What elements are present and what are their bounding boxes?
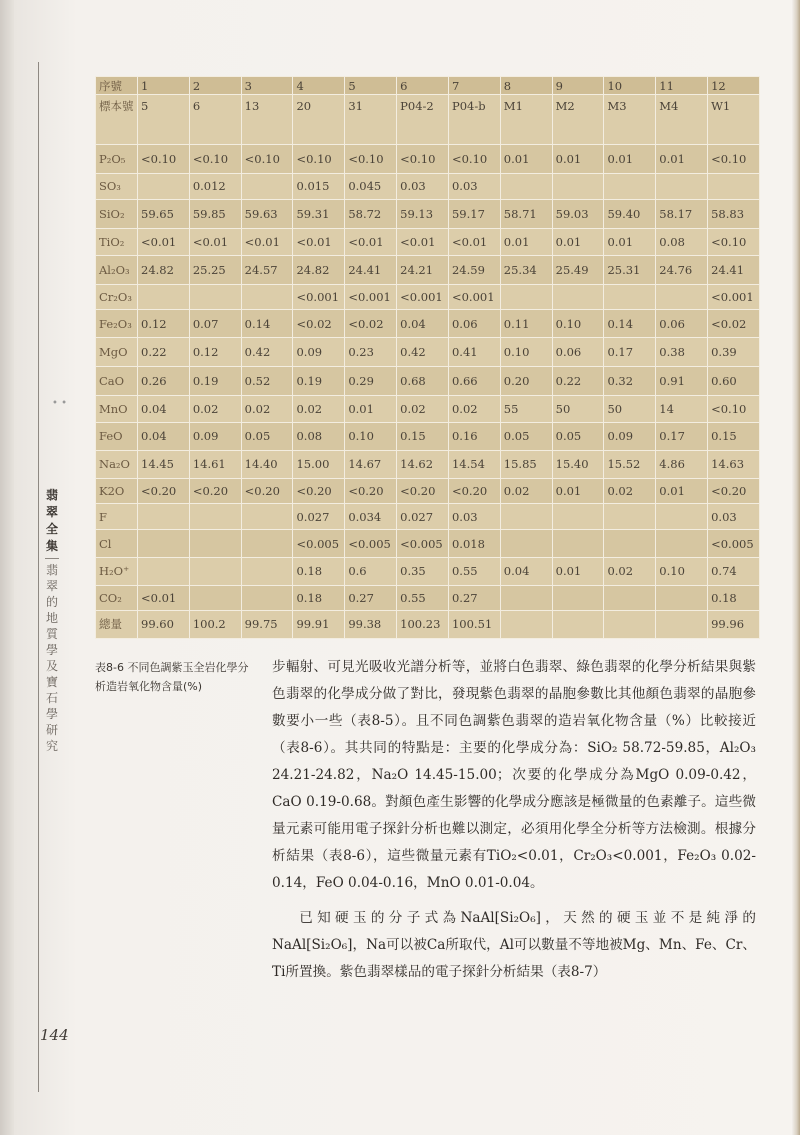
table-cell: <0.001 [397, 285, 449, 310]
table-row [96, 395, 760, 422]
table-cell [241, 530, 293, 558]
table-cell: 100.23 [397, 610, 449, 638]
table-cell [500, 585, 552, 610]
row-label: Na₂O [96, 450, 138, 478]
table-cell: <0.10 [708, 145, 760, 173]
table-cell [138, 173, 190, 199]
table-cell: 0.12 [189, 338, 241, 367]
table-cell: 0.04 [138, 395, 190, 422]
table-cell: 0.22 [138, 338, 190, 367]
row-label: Al₂O₃ [96, 255, 138, 284]
row-label: MnO [96, 395, 138, 422]
table-cell: 2 [189, 77, 241, 95]
table-cell: 0.55 [397, 585, 449, 610]
table-cell: 0.42 [241, 338, 293, 367]
table-cell: 0.02 [604, 558, 656, 585]
table-cell: 0.17 [604, 338, 656, 367]
table-cell: 8 [500, 77, 552, 95]
table-cell: M3 [604, 95, 656, 145]
table-cell: 0.01 [500, 228, 552, 255]
table-cell [656, 173, 708, 199]
table-cell: 0.10 [552, 310, 604, 338]
table-cell: <0.20 [241, 479, 293, 504]
table-cell: 0.01 [656, 479, 708, 504]
table-cell: <0.005 [293, 530, 345, 558]
table-cell: 0.14 [241, 310, 293, 338]
table-cell: 0.02 [500, 479, 552, 504]
table-cell: 9 [552, 77, 604, 95]
table-cell: 5 [138, 95, 190, 145]
row-label: P₂O₅ [96, 145, 138, 173]
table-cell: 24.82 [138, 255, 190, 284]
table-row [96, 338, 760, 367]
table-cell: <0.20 [293, 479, 345, 504]
table-cell: 100.2 [189, 610, 241, 638]
table-cell [552, 610, 604, 638]
body-paragraph: 步輻射、可見光吸收光譜分析等，並將白色翡翠、綠色翡翠的化學分析結果與紫色翡翠的化學成分做了對比，發現紫色翡翠的晶胞參數比其他顏色翡翠的晶胞參數要小一些（表8-5）。且不同色調紫色翡翠的造岩氧化物含量（%）比較接近（表8-6）。其共同的特點是：主要的化學成分為：SiO₂ 58.72-59.85，Al₂O₃ 24.21-24.82，Na₂O 14.45-15.00；次要的化學成分為MgO 0.09-0.42，CaO 0.19-0.68。對顏色產生影響的化學成分應該是極微量的色素離子。這些微量元素可能用電子探針分析也難以測定，必須用化學全分析等方法檢測。根據分析結果（表8-6），這些微量元素有TiO₂<0.01，Cr₂O₃<0.001，Fe₂O₃ 0.02-0.14，FeO 0.04-0.16，MnO 0.01-0.04。 [272, 659, 756, 891]
table-row [96, 504, 760, 530]
table-cell: 5 [345, 77, 397, 95]
row-label: SO₃ [96, 173, 138, 199]
table-cell [138, 558, 190, 585]
table-cell: <0.10 [708, 228, 760, 255]
table-cell [552, 530, 604, 558]
table-cell: 14.62 [397, 450, 449, 478]
table-row [96, 199, 760, 228]
table-cell: M1 [500, 95, 552, 145]
table-cell: W1 [708, 95, 760, 145]
table-cell: 58.72 [345, 199, 397, 228]
table-cell: 0.12 [138, 310, 190, 338]
table-cell: 24.41 [708, 255, 760, 284]
table-cell: 0.35 [397, 558, 449, 585]
row-label: SiO₂ [96, 199, 138, 228]
table-cell: 0.027 [397, 504, 449, 530]
table-cell: 0.04 [500, 558, 552, 585]
table-cell: <0.01 [189, 228, 241, 255]
row-label: FeO [96, 422, 138, 450]
table-cell [138, 530, 190, 558]
table-cell [241, 173, 293, 199]
table-cell [604, 285, 656, 310]
table-cell: 20 [293, 95, 345, 145]
table-row [96, 558, 760, 585]
table-cell: <0.01 [138, 585, 190, 610]
table-cell: 59.31 [293, 199, 345, 228]
table-caption: 表8-6 不同色調紫玉全岩化學分析造岩氧化物含量(%) [95, 661, 249, 693]
table-row [96, 610, 760, 638]
table-cell: 99.91 [293, 610, 345, 638]
table-cell: 0.03 [448, 173, 500, 199]
table-cell: 4 [293, 77, 345, 95]
table-cell [189, 585, 241, 610]
table-cell: 25.49 [552, 255, 604, 284]
table-cell: 0.32 [604, 367, 656, 395]
table-cell: <0.10 [345, 145, 397, 173]
table-cell: 59.03 [552, 199, 604, 228]
table-cell: 0.01 [656, 145, 708, 173]
table-cell [241, 585, 293, 610]
table-cell: 0.03 [397, 173, 449, 199]
table-cell: <0.10 [241, 145, 293, 173]
table-cell: <0.20 [138, 479, 190, 504]
table-cell: 7 [448, 77, 500, 95]
table-cell: <0.01 [138, 228, 190, 255]
table-row [96, 585, 760, 610]
table-cell: 99.60 [138, 610, 190, 638]
table-cell: 0.06 [656, 310, 708, 338]
table-cell [656, 530, 708, 558]
table-cell: 0.01 [345, 395, 397, 422]
table-cell: <0.001 [708, 285, 760, 310]
table-cell: 24.76 [656, 255, 708, 284]
row-label: K2O [96, 479, 138, 504]
table-cell: 0.012 [189, 173, 241, 199]
table-cell [138, 285, 190, 310]
table-cell: 0.91 [656, 367, 708, 395]
row-label: Cr₂O₃ [96, 285, 138, 310]
table-cell: 0.17 [656, 422, 708, 450]
table-cell: 99.96 [708, 610, 760, 638]
table-cell: 14.67 [345, 450, 397, 478]
table-cell: 0.23 [345, 338, 397, 367]
table-cell: <0.20 [448, 479, 500, 504]
table-cell: 50 [604, 395, 656, 422]
book-gutter [0, 0, 14, 1135]
table-cell: <0.20 [345, 479, 397, 504]
table-cell: 0.027 [293, 504, 345, 530]
table-row [96, 479, 760, 504]
table-cell: 0.18 [708, 585, 760, 610]
table-cell: 0.06 [552, 338, 604, 367]
table-cell: 15.85 [500, 450, 552, 478]
table-cell: <0.01 [241, 228, 293, 255]
row-label: Cl [96, 530, 138, 558]
table-cell [241, 285, 293, 310]
table-cell: 24.21 [397, 255, 449, 284]
table-cell: <0.10 [293, 145, 345, 173]
table-cell: P04-2 [397, 95, 449, 145]
table-cell: 15.00 [293, 450, 345, 478]
chapter-title: 翡 翠 的 地 質 學 及 寶 石 學 研 究 [45, 563, 58, 753]
table-cell: 0.26 [138, 367, 190, 395]
table-cell: 0.14 [604, 310, 656, 338]
table-cell: 0.05 [500, 422, 552, 450]
table-cell: 0.01 [604, 228, 656, 255]
table-cell: P04-b [448, 95, 500, 145]
table-cell: <0.02 [293, 310, 345, 338]
table-cell: 0.034 [345, 504, 397, 530]
table-cell: 14.63 [708, 450, 760, 478]
table-cell [604, 173, 656, 199]
table-cell: <0.005 [397, 530, 449, 558]
table-cell: 0.01 [552, 145, 604, 173]
table-cell: 0.38 [656, 338, 708, 367]
table-cell: 59.13 [397, 199, 449, 228]
table-cell [500, 504, 552, 530]
table-row [96, 228, 760, 255]
table-cell: <0.001 [293, 285, 345, 310]
table-cell: 10 [604, 77, 656, 95]
table-cell: 0.02 [293, 395, 345, 422]
table-cell: <0.10 [708, 395, 760, 422]
side-nav-divider [45, 558, 59, 559]
row-label: TiO₂ [96, 228, 138, 255]
table-row [96, 145, 760, 173]
table-cell [552, 285, 604, 310]
table-cell: <0.01 [345, 228, 397, 255]
table-cell: 25.31 [604, 255, 656, 284]
table-cell: 0.22 [552, 367, 604, 395]
row-label: MgO [96, 338, 138, 367]
row-label: 標本號 [96, 95, 138, 145]
table-cell: 3 [241, 77, 293, 95]
table-cell [241, 558, 293, 585]
table-cell [708, 173, 760, 199]
table-cell: <0.02 [345, 310, 397, 338]
table-cell: 0.08 [656, 228, 708, 255]
table-cell [656, 610, 708, 638]
table-cell [500, 530, 552, 558]
row-label: Fe₂O₃ [96, 310, 138, 338]
table-cell: 0.018 [448, 530, 500, 558]
table-cell: 0.09 [604, 422, 656, 450]
table-cell: 99.38 [345, 610, 397, 638]
table-cell: 24.82 [293, 255, 345, 284]
table-cell: 0.39 [708, 338, 760, 367]
table-cell: 58.71 [500, 199, 552, 228]
table-cell: 50 [552, 395, 604, 422]
table-cell: 0.68 [397, 367, 449, 395]
table-cell: 0.05 [552, 422, 604, 450]
table-cell: 0.15 [708, 422, 760, 450]
row-label: CaO [96, 367, 138, 395]
data-table [95, 76, 760, 639]
table-cell [604, 585, 656, 610]
table-cell: <0.005 [708, 530, 760, 558]
row-label: 序號 [96, 77, 138, 95]
body-text [272, 654, 756, 986]
table-cell [604, 530, 656, 558]
table-cell: 0.02 [448, 395, 500, 422]
table-cell: 0.02 [604, 479, 656, 504]
table-cell: 0.66 [448, 367, 500, 395]
table-cell: 13 [241, 95, 293, 145]
table-cell: 0.08 [293, 422, 345, 450]
table-cell [189, 504, 241, 530]
table-cell: 15.40 [552, 450, 604, 478]
table-cell: 0.05 [241, 422, 293, 450]
table-cell: 59.85 [189, 199, 241, 228]
page-edge [792, 0, 800, 1135]
table-cell [138, 504, 190, 530]
table-cell: 0.07 [189, 310, 241, 338]
table-cell: 6 [397, 77, 449, 95]
table-cell: 58.17 [656, 199, 708, 228]
table-cell: 0.16 [448, 422, 500, 450]
side-navigation [42, 487, 62, 754]
table-cell: 0.02 [241, 395, 293, 422]
table-cell: <0.10 [189, 145, 241, 173]
table-cell: 12 [708, 77, 760, 95]
table-cell [604, 504, 656, 530]
table-cell: <0.01 [293, 228, 345, 255]
table-row [96, 530, 760, 558]
table-cell [656, 585, 708, 610]
table-cell: 0.04 [397, 310, 449, 338]
table-cell: 14.45 [138, 450, 190, 478]
chemical-analysis-table [95, 76, 760, 639]
table-cell: 0.42 [397, 338, 449, 367]
table-cell [500, 173, 552, 199]
table-cell: 31 [345, 95, 397, 145]
table-cell: 14.61 [189, 450, 241, 478]
table-cell: 0.55 [448, 558, 500, 585]
book-title: 翡 翠 全 集 [45, 488, 58, 553]
table-cell [552, 585, 604, 610]
margin-dots: • • [52, 398, 67, 409]
page-number: 144 [40, 1026, 69, 1044]
table-cell: 99.75 [241, 610, 293, 638]
table-cell: 4.86 [656, 450, 708, 478]
table-cell: 0.27 [345, 585, 397, 610]
table-cell [241, 504, 293, 530]
table-row [96, 255, 760, 284]
table-cell: <0.10 [138, 145, 190, 173]
table-cell: <0.01 [397, 228, 449, 255]
table-cell: <0.001 [345, 285, 397, 310]
table-cell: 0.74 [708, 558, 760, 585]
table-cell: 0.15 [397, 422, 449, 450]
table-cell [189, 558, 241, 585]
row-label: H₂O⁺ [96, 558, 138, 585]
table-cell: 0.06 [448, 310, 500, 338]
table-cell: 24.41 [345, 255, 397, 284]
table-cell: 0.19 [189, 367, 241, 395]
body-paragraph: 已知硬玉的分子式為NaAl[Si₂O₆]，天然的硬玉並不是純淨的NaAl[Si₂O₆]，Na可以被Ca所取代，Al可以數量不等地被Mg、Mn、Fe、Cr、Ti所置換。紫色翡翠樣品的電子探針分析結果（表8-7） [272, 910, 756, 980]
table-cell: 0.10 [500, 338, 552, 367]
table-cell: 0.60 [708, 367, 760, 395]
table-cell: 0.18 [293, 558, 345, 585]
table-cell: 0.01 [552, 228, 604, 255]
table-cell: 59.40 [604, 199, 656, 228]
table-cell: 0.01 [552, 558, 604, 585]
row-label: CO₂ [96, 585, 138, 610]
table-cell: 14 [656, 395, 708, 422]
table-cell: 0.09 [293, 338, 345, 367]
table-cell: 6 [189, 95, 241, 145]
table-cell: <0.20 [397, 479, 449, 504]
table-cell: 0.29 [345, 367, 397, 395]
table-row [96, 450, 760, 478]
table-cell: <0.10 [397, 145, 449, 173]
table-cell: 0.03 [448, 504, 500, 530]
table-cell: 14.54 [448, 450, 500, 478]
table-cell: 0.6 [345, 558, 397, 585]
table-cell: 55 [500, 395, 552, 422]
table-cell: 0.04 [138, 422, 190, 450]
row-label: F [96, 504, 138, 530]
table-cell: 24.57 [241, 255, 293, 284]
margin-rule [38, 62, 39, 1092]
table-row [96, 173, 760, 199]
table-cell: 0.045 [345, 173, 397, 199]
table-cell: 59.17 [448, 199, 500, 228]
table-cell: 58.83 [708, 199, 760, 228]
table-cell: 0.52 [241, 367, 293, 395]
table-cell: 0.09 [189, 422, 241, 450]
table-cell: M4 [656, 95, 708, 145]
table-cell [656, 285, 708, 310]
table-cell: 59.65 [138, 199, 190, 228]
table-cell [189, 285, 241, 310]
table-cell: 0.41 [448, 338, 500, 367]
table-cell [500, 285, 552, 310]
table-cell: 0.10 [345, 422, 397, 450]
table-cell: <0.01 [448, 228, 500, 255]
table-row [96, 367, 760, 395]
table-cell: 0.02 [397, 395, 449, 422]
table-cell: 0.11 [500, 310, 552, 338]
table-cell: <0.20 [189, 479, 241, 504]
table-cell: <0.005 [345, 530, 397, 558]
table-cell [552, 173, 604, 199]
table-cell: 25.25 [189, 255, 241, 284]
table-cell: <0.10 [448, 145, 500, 173]
table-cell: 15.52 [604, 450, 656, 478]
table-cell: <0.20 [708, 479, 760, 504]
table-cell: 0.20 [500, 367, 552, 395]
table-cell [604, 610, 656, 638]
table-cell [189, 530, 241, 558]
table-cell: <0.001 [448, 285, 500, 310]
row-label: 總量 [96, 610, 138, 638]
table-cell: 100.51 [448, 610, 500, 638]
table-cell: 25.34 [500, 255, 552, 284]
table-cell: 0.01 [552, 479, 604, 504]
table-row [96, 95, 760, 145]
table-cell: 0.19 [293, 367, 345, 395]
table-row [96, 77, 760, 95]
table-cell: 0.02 [189, 395, 241, 422]
table-cell: 59.63 [241, 199, 293, 228]
table-cell: 0.18 [293, 585, 345, 610]
table-cell [500, 610, 552, 638]
table-cell: 0.015 [293, 173, 345, 199]
table-cell [552, 504, 604, 530]
table-cell: 0.27 [448, 585, 500, 610]
table-cell: 24.59 [448, 255, 500, 284]
table-cell: 11 [656, 77, 708, 95]
table-cell: 1 [138, 77, 190, 95]
table-row [96, 285, 760, 310]
table-row [96, 422, 760, 450]
table-cell [656, 504, 708, 530]
table-cell: 0.03 [708, 504, 760, 530]
table-cell: 0.01 [500, 145, 552, 173]
table-row [96, 310, 760, 338]
table-cell: 0.10 [656, 558, 708, 585]
table-cell: 14.40 [241, 450, 293, 478]
table-cell: 0.01 [604, 145, 656, 173]
table-cell: M2 [552, 95, 604, 145]
table-cell: <0.02 [708, 310, 760, 338]
